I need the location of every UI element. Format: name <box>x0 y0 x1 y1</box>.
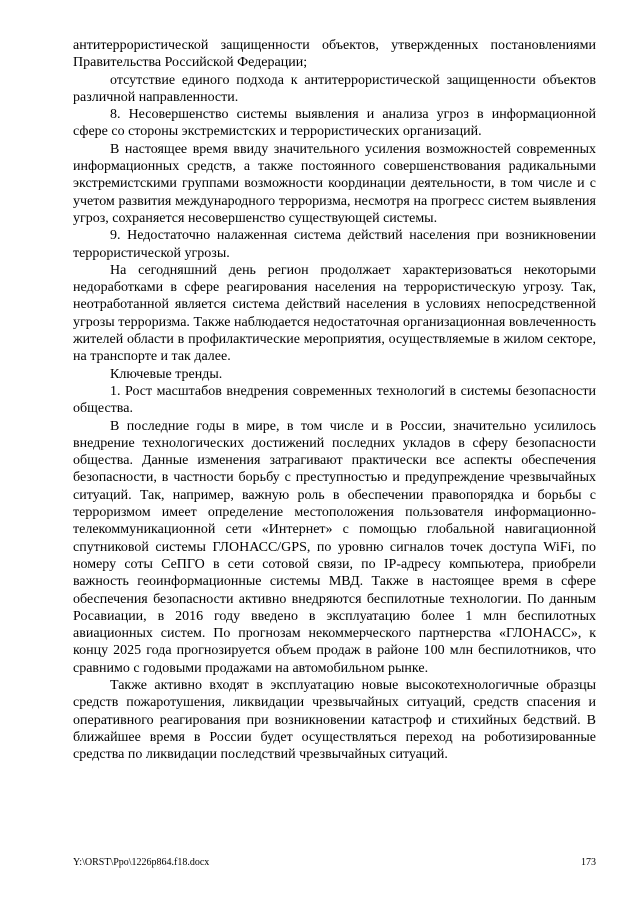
document-body <box>73 37 596 763</box>
paragraph: отсутствие единого подхода к антитеррористической защищенности объектов различной направленности. <box>73 72 596 105</box>
page-number: 173 <box>581 857 596 868</box>
section-heading: Ключевые тренды. <box>110 366 223 382</box>
paragraph: В последние годы в мире, в том числе и в России, значительно усилилось внедрение технологических достижений последних укладов в сферу безопасности общества. Данные изменения затрагивают практически все аспекты обеспечения безопасности, в частности борьбу с преступностью и предупреждение чрезвычайных ситуаций. Так, например, важную роль в обеспечении правопорядка и борьбы с терроризмом имеет определение местоположения пользователя информационно-телекоммуникационной сети «Интернет» с помощью глобальной навигационной спутниковой системы ГЛОНАСС/GPS, по уровню сигналов точек доступа WiFi, по номеру соты СеПГО в сети сотовой связи, по IP-адресу компьютера, приобрели важность геоинформационные системы МВД. Также в настоящее время в сфере обеспечения безопасности активно внедряются беспилотные технологии. По данным Росавиации, в 2016 году введено в эксплуатацию более 1 млн беспилотных авиационных систем. По прогнозам некоммерческого партнерства «ГЛОНАСС», к концу 2025 года прогнозируется объем продаж в районе 100 млн беспилотников, что сравнимо с годовыми продажами на автомобильном рынке. <box>73 418 596 676</box>
footer-file-path: Y:\ORST\Ppo\1226p864.f18.docx <box>73 857 210 868</box>
paragraph-heading-8: 8. Несовершенство системы выявления и анализа угроз в информационной сфере со стороны экстремистских и террористических организаций. <box>73 107 596 140</box>
paragraph: Также активно входят в эксплуатацию новые высокотехнологичные образцы средств пожаротушения, ликвидации чрезвычайных ситуаций, средств спасения и оперативного реагирования при возникновении катастроф и стихийных бедствий. В ближайшее время в России будет осуществляться переход на роботизированные средства по ликвидации последствий чрезвычайных ситуаций. <box>73 677 596 763</box>
paragraph: антитеррористической защищенности объектов, утвержденных постановлениями Правительства Российской Федерации; <box>73 38 596 71</box>
paragraph-heading-1: 1. Рост масштабов внедрения современных технологий в системы безопасности общества. <box>73 383 596 417</box>
paragraph: В настоящее время ввиду значительного усиления возможностей современных информационных средств, а также постоянного совершенствования радикальными экстремистскими группами возможности координации деятельности, в том числе и с учетом развития международного терроризма, несмотря на прогресс систем выявления угроз, сохраняется несовершенство существующей системы. <box>73 141 596 226</box>
paragraph-heading-9: 9. Недостаточно налаженная система действий населения при возникновении террористической угрозы. <box>73 228 596 261</box>
paragraph: На сегодняшний день регион продолжает характеризоваться некоторыми недоработками в сфере реагирования населения на террористическую угрозу. Так, неотработанной является система действий населения в условиях непосредственной угрозы терроризма. Также наблюдается недостаточная организационная вовлеченность жителей области в профилактические мероприятия, осуществляемые в жилом секторе, на транспорте и так далее. <box>73 262 596 365</box>
